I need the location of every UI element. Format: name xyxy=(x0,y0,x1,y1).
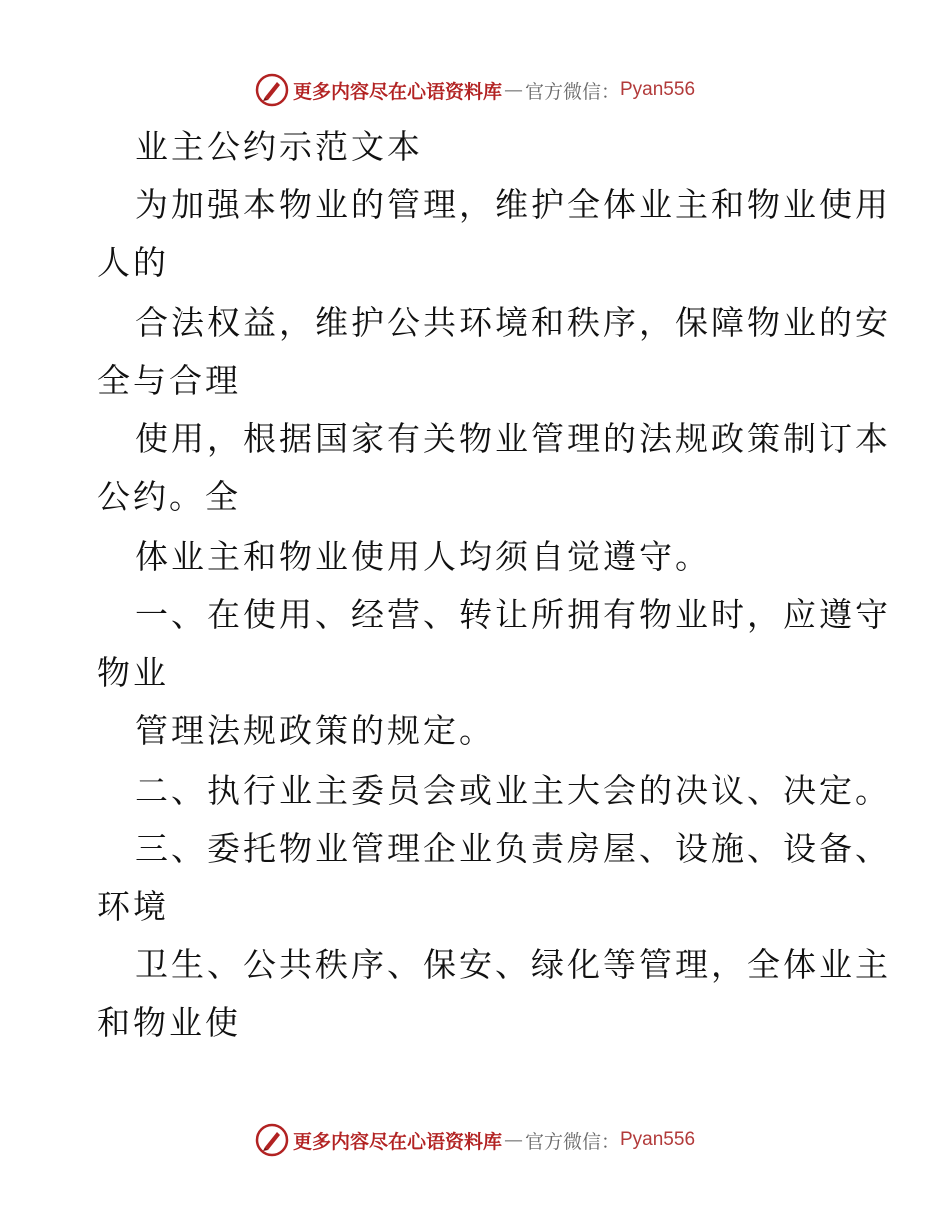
doc-line: 卫生、公共秩序、保安、绿化等管理，全体业主 xyxy=(135,945,891,984)
doc-title: 业主公约示范文本 xyxy=(135,127,423,166)
pen-logo-icon xyxy=(255,73,289,107)
doc-line: 公约。全 xyxy=(97,477,241,516)
banner-main-text: 更多内容尽在心语资料库 xyxy=(292,80,502,103)
footer-watermark xyxy=(0,1120,950,1160)
doc-line: 全与合理 xyxy=(97,361,241,400)
doc-line: 人的 xyxy=(97,243,169,282)
doc-line: 体业主和物业使用人均须自觉遵守。 xyxy=(135,537,711,576)
banner-wechat-id: Pyan556 xyxy=(620,1129,696,1150)
banner-wechat-id: Pyan556 xyxy=(620,79,696,100)
doc-line: 三、委托物业管理企业负责房屋、设施、设备、 xyxy=(135,829,891,868)
banner-wechat-label: 官方微信： xyxy=(524,80,620,103)
banner-wechat-label: 官方微信： xyxy=(524,1130,620,1153)
banner-main-text: 更多内容尽在心语资料库 xyxy=(292,1130,502,1153)
banner-dash: — xyxy=(503,1129,523,1151)
doc-line: 为加强本物业的管理，维护全体业主和物业使用 xyxy=(135,185,891,224)
doc-line: 使用，根据国家有关物业管理的法规政策制订本 xyxy=(135,419,891,458)
doc-line: 和物业使 xyxy=(97,1003,241,1042)
doc-line: 管理法规政策的规定。 xyxy=(135,711,495,750)
header-watermark xyxy=(0,70,950,110)
doc-line: 二、执行业主委员会或业主大会的决议、决定。 xyxy=(135,771,891,810)
doc-line: 一、在使用、经营、转让所拥有物业时，应遵守 xyxy=(135,595,891,634)
doc-line: 合法权益，维护公共环境和秩序，保障物业的安 xyxy=(135,303,891,342)
banner-dash: — xyxy=(503,79,523,101)
doc-line: 环境 xyxy=(97,887,169,926)
doc-line: 物业 xyxy=(97,653,169,692)
pen-logo-icon xyxy=(255,1123,289,1157)
